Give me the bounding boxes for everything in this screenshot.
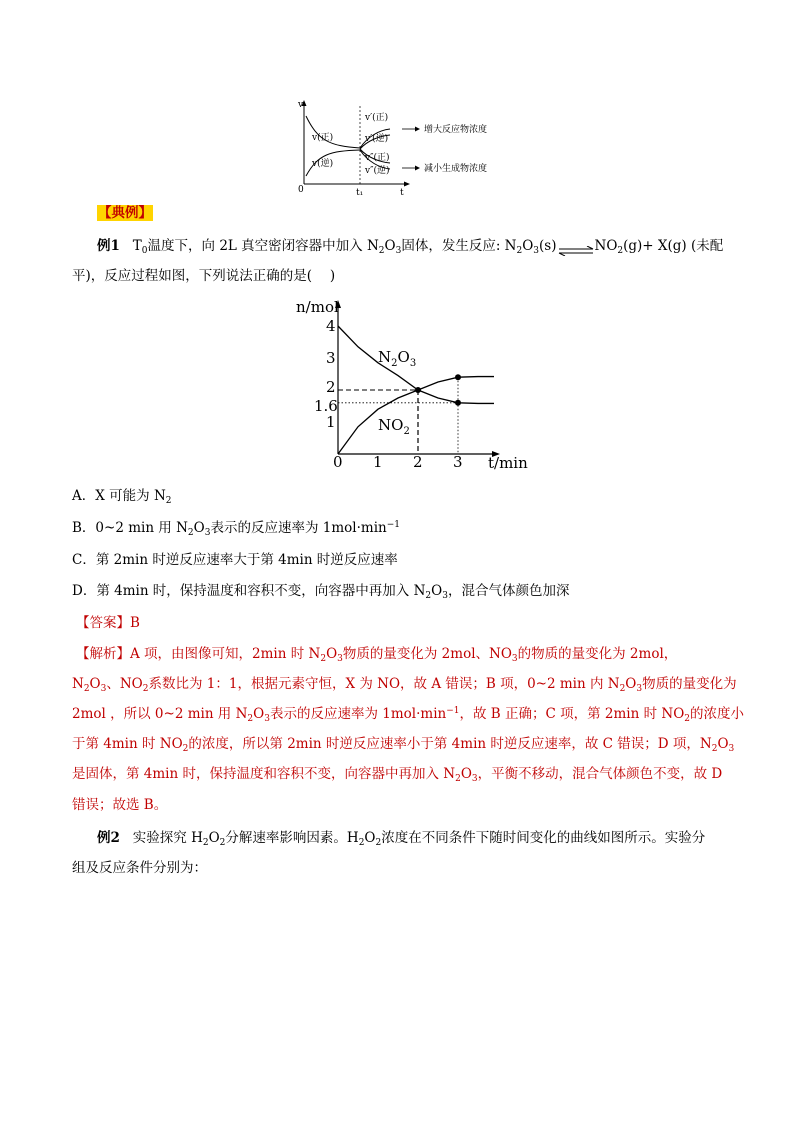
v-forward-label: v(正) — [312, 133, 334, 143]
v-reverse-label: v(逆) — [312, 159, 334, 169]
y-axis-label: n/mol — [296, 298, 339, 316]
axis-t-label: t — [400, 188, 404, 196]
vpp-forward-label: v″(正) — [365, 153, 390, 163]
answer-line — [76, 613, 140, 633]
y-tick-label: 3 — [326, 349, 336, 367]
option-c: C．第 2min 时逆反应速率大于第 4min 时逆反应速率 — [72, 552, 398, 568]
series-label-n2o3: $N_2O_3$ — [378, 348, 417, 369]
x-tick-label: 3 — [453, 453, 463, 471]
analysis-line3: 2mol ，所以 0~2 min 用 $N_2O_3$表示的反应速率为 $1mol\cdot\min^{-1}$，故 B 正确；C 项，第 2min 时 $NO_2$的浓度小 — [72, 706, 744, 724]
y-tick-label: 2 — [326, 378, 336, 396]
data-point — [455, 400, 461, 406]
analysis-tag: 【解析】 — [76, 646, 130, 662]
n-t-chart — [288, 296, 538, 472]
analysis-line5: 是固体，第 4min 时，保持温度和容积不变，向容器中再加入 $N_2O_3$，平衡不移动，混合气体颜色不变，故 D — [72, 766, 723, 784]
section-tag: 【典例】 — [98, 205, 152, 221]
equilibrium-arrow-icon — [557, 242, 595, 252]
vp-reverse-label: v′(逆) — [365, 134, 389, 144]
data-point — [415, 387, 421, 393]
example2-line1: 例2 实验探究 $H_2O_2$分解速率影响因素。$H_2O_2$浓度在不同条件下随时间变化的曲线如图所示。实验分 — [97, 830, 706, 848]
y-tick-label: 1 — [326, 413, 336, 431]
answer-value: B — [130, 615, 140, 631]
vpp-reverse-label: v″(逆) — [365, 166, 390, 176]
option-a: A．X 可能为 $N_2$ — [72, 488, 172, 506]
series-label-no2: $NO_2$ — [378, 416, 410, 437]
y-tick-label: 1.6 — [314, 396, 338, 415]
t1-label: t₁ — [356, 188, 364, 196]
x-axis-label: t/min — [488, 454, 528, 472]
option-d: D．第 4min 时，保持温度和容积不变，向容器中再加入 $N_2O_3$，混合气体颜色加深 — [72, 583, 570, 601]
analysis-line2: $N_2O_3$、$NO_2$系数比为 1：1，根据元素守恒，X 为 NO，故 A 错误；B 项，0~2 min 内 $N_2O_3$物质的量变化为 — [72, 676, 737, 694]
example2-label: 例2 — [97, 830, 120, 846]
option-b: B．0~2 min 用 $N_2O_3$表示的反应速率为 $1mol\cdot\min^{-1}$ — [72, 520, 400, 538]
example1-line2: 平)，反应过程如图，下列说法正确的是( ) — [72, 268, 336, 284]
x-tick-label: 2 — [413, 453, 423, 471]
example1-label: 例1 — [97, 238, 120, 254]
axis-v-label: v — [298, 100, 304, 110]
analysis-line4: 于第 4min 时 $NO_2$的浓度，所以第 2min 时逆反应速率小于第 4min 时逆反应速率，故 C 错误；D 项，$N_2O_3$ — [72, 736, 735, 754]
x-tick-label: 0 — [333, 453, 343, 471]
note-decrease: 减小生成物浓度 — [424, 164, 488, 174]
y-tick-label: 4 — [326, 317, 336, 335]
velocity-time-diagram — [290, 96, 520, 196]
origin-label: 0 — [298, 185, 304, 195]
analysis-line6: 错误；故选 B。 — [72, 797, 168, 813]
x-tick-label: 1 — [373, 453, 383, 471]
note-increase: 增大反应物浓度 — [424, 125, 488, 135]
vp-forward-label: v′(正) — [365, 113, 389, 123]
data-point — [455, 374, 461, 380]
answer-tag: 【答案】 — [76, 615, 130, 631]
example1-line1: 例1 $T_0$温度下，向 2L 真空密闭容器中加入 $N_2O_3$固体，发生反应: $N_2O_3(s)$ $NO_2(g)+ X(g)$ (未配 — [97, 238, 724, 256]
analysis-line1: 【解析】A 项，由图像可知，2min 时 $N_2O_3$物质的量变化为 2mol、$NO_3$的物质的量变化为 2mol， — [76, 646, 678, 664]
example2-line2: 组及反应条件分别为： — [72, 860, 207, 876]
